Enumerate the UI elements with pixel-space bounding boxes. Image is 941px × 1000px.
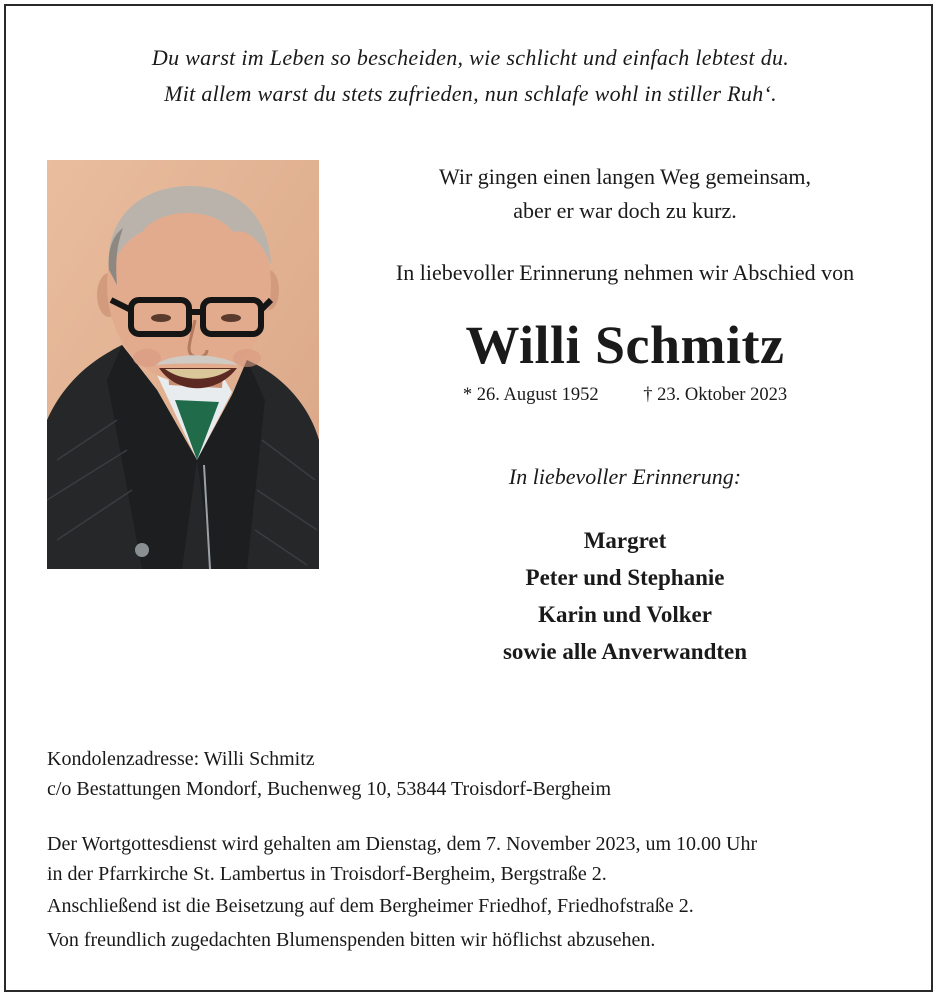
poem xyxy=(0,40,941,112)
portrait-illustration xyxy=(47,160,319,569)
quote-line-1: Wir gingen einen langen Weg gemeinsam, xyxy=(438,164,812,189)
family-member: Margret xyxy=(583,528,667,553)
poem-line-1: Du warst im Leben so bescheiden, wie schlicht und einfach lebtest du. xyxy=(151,45,790,70)
birth-date: * 26. August 1952 xyxy=(462,385,599,405)
family-member: Karin und Volker xyxy=(538,602,712,627)
flowers-line: Von freundlich zugedachten Blumenspenden bitten wir höflichst abzusehen. xyxy=(47,929,656,951)
poem-line-2: Mit allem warst du stets zufrieden, nun schlafe wohl in stiller Ruh‘. xyxy=(164,81,777,106)
address-line-1: Kondolenzadresse: Willi Schmitz xyxy=(47,748,315,770)
portrait-photo xyxy=(47,160,319,569)
condolence-address xyxy=(47,744,917,804)
quote xyxy=(340,160,910,228)
service-info xyxy=(47,829,917,889)
family-member: Peter und Stephanie xyxy=(525,565,725,590)
service-line-1: Der Wortgottesdienst wird gehalten am Dienstag, dem 7. November 2023, um 10.00 Uhr xyxy=(47,833,758,855)
family-list xyxy=(340,522,910,670)
address-line-2: c/o Bestattungen Mondorf, Buchenweg 10, 53844 Troisdorf-Bergheim xyxy=(47,778,612,800)
family-member: sowie alle Anverwandten xyxy=(502,639,748,664)
flowers-note xyxy=(47,925,917,955)
quote-line-2: aber er war doch zu kurz. xyxy=(513,198,737,223)
burial-line: Anschließend ist die Beisetzung auf dem Bergheimer Friedhof, Friedhofstraße 2. xyxy=(47,895,694,917)
life-dates xyxy=(340,382,910,408)
memory-heading: In liebevoller Erinnerung: xyxy=(508,464,742,489)
deceased-name: Willi Schmitz xyxy=(465,315,785,375)
service-line-2: in der Pfarrkirche St. Lambertus in Troisdorf-Bergheim, Bergstraße 2. xyxy=(47,863,607,885)
burial-info xyxy=(47,891,917,921)
death-date: † 23. Oktober 2023 xyxy=(643,385,788,405)
farewell-intro: In liebevoller Erinnerung nehmen wir Abschied von xyxy=(395,260,855,285)
